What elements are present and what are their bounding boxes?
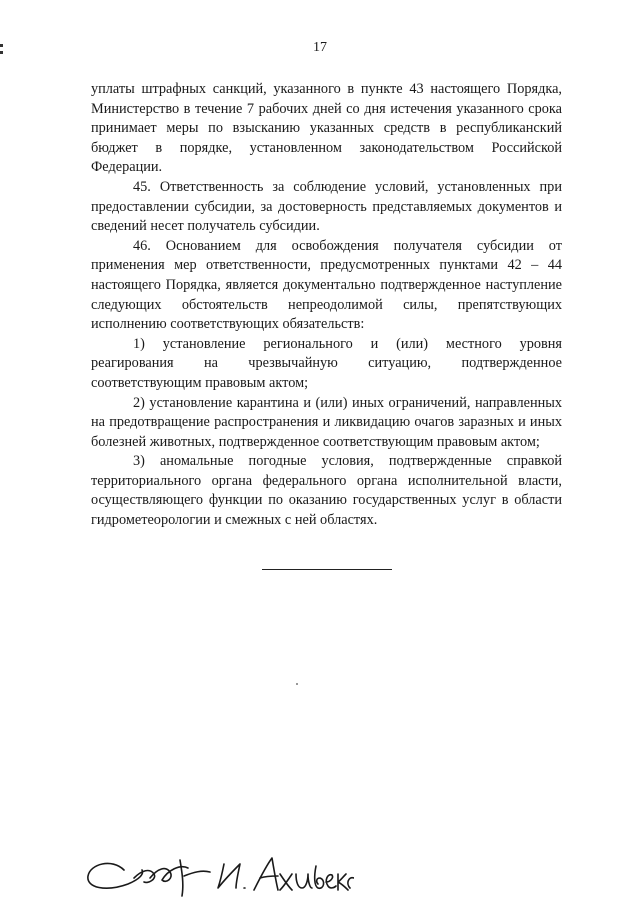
end-separator-line [262, 569, 392, 570]
paragraph-continuation: уплаты штрафных санкций, указанного в пункте 43 настоящего Порядка, Министерство в течение 7 рабочих дней со дня истечения указанного срока принимает меры по взысканию указанных средств в республиканский бюджет в порядке, установленном законодательством Российской Федерации. [91, 81, 562, 176]
scan-edge-mark [0, 44, 3, 47]
scan-dot [296, 683, 298, 685]
paragraph-46: 46. Основанием для освобождения получателя субсидии от применения мер ответственности, предусмотренных пунктами 42 – 44 настоящего Порядка, является документально подтвержденное наступление следующих обстоятельств непреодолимой силы, препятствующих исполнению соответствующих обязательств: [91, 237, 562, 333]
handwritten-signature [84, 848, 354, 900]
paragraph-46-item-3: 3) аномальные погодные условия, подтвержденные справкой территориального органа федерального органа исполнительной власти, осуществляющего функции по оказанию государственных услуг в области гидрометеорологии и смежных с ней областях. [91, 453, 562, 529]
paragraph-46-item-2: 2) установление карантина и (или) иных ограничений, направленных на предотвращение распространения и ликвидацию очагов заразных и иных болезней животных, подтвержденное соответствующим правовым актом; [91, 394, 562, 450]
paragraph-45: 45. Ответственность за соблюдение условий, установленных при предоставлении субсидии, за достоверность представляемых документов и сведений несет получатель субсидии. [91, 178, 562, 235]
page-number: 17 [313, 40, 327, 55]
scan-edge-mark [0, 51, 3, 54]
document-body [91, 80, 562, 531]
signature-drawing [84, 848, 354, 900]
paragraph-46-item-1: 1) установление регионального и (или) местного уровня реагирования на чрезвычайную ситуацию, подтвержденное соответствующим правовым актом; [91, 335, 562, 391]
